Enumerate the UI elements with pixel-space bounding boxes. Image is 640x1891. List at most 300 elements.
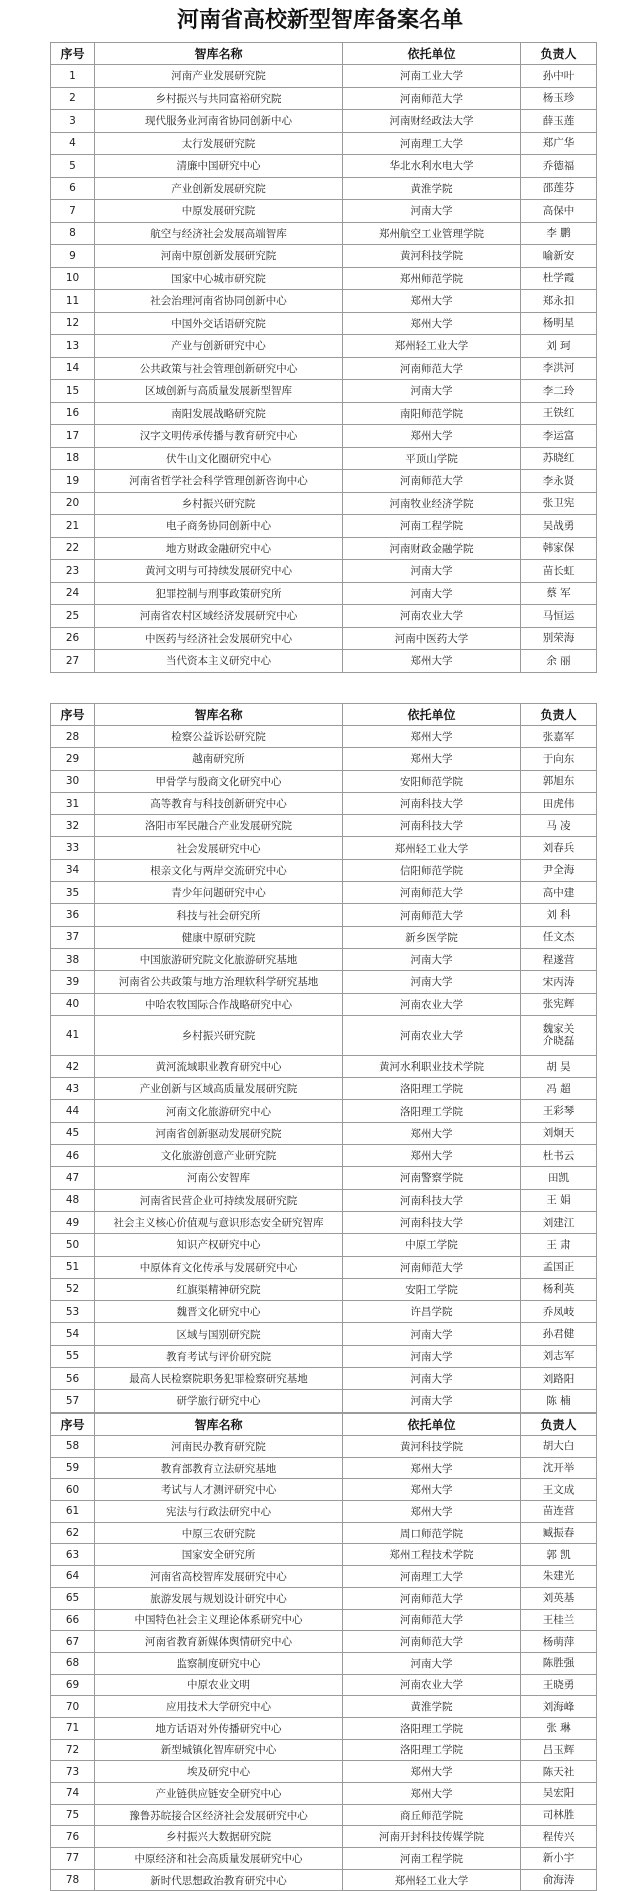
host-unit: 河南大学 [343, 560, 521, 583]
row-number: 65 [51, 1587, 95, 1609]
table-row [51, 1145, 597, 1167]
row-number: 4 [51, 132, 95, 155]
host-unit: 新乡医学院 [343, 926, 521, 948]
host-unit: 河南科技大学 [343, 1211, 521, 1233]
row-number: 76 [51, 1826, 95, 1848]
table-row [51, 859, 597, 881]
host-unit: 河南工程学院 [343, 515, 521, 538]
think-tank-name: 社会主义核心价值观与意识形态安全研究智库 [95, 1211, 343, 1233]
think-tank-name: 高等教育与科技创新研究中心 [95, 792, 343, 814]
think-tank-name: 埃及研究中心 [95, 1761, 343, 1783]
think-tank-name: 航空与经济社会发展高端智库 [95, 222, 343, 245]
think-tank-name: 教育考试与评价研究院 [95, 1345, 343, 1367]
table-row [51, 110, 597, 133]
table-row [51, 1501, 597, 1523]
host-unit: 河南大学 [343, 1368, 521, 1390]
think-tank-name: 应用技术大学研究中心 [95, 1696, 343, 1718]
header-lead: 负责人 [521, 1414, 597, 1436]
row-number: 73 [51, 1761, 95, 1783]
leader: 苗连营 [521, 1501, 597, 1523]
think-tank-name: 河南省创新驱动发展研究院 [95, 1122, 343, 1144]
row-number: 68 [51, 1652, 95, 1674]
host-unit: 河南大学 [343, 200, 521, 223]
leader: 王文成 [521, 1479, 597, 1501]
leader: 刘海峰 [521, 1696, 597, 1718]
row-number: 77 [51, 1848, 95, 1870]
host-unit: 信阳师范学院 [343, 859, 521, 881]
row-number: 15 [51, 380, 95, 403]
row-number: 36 [51, 904, 95, 926]
think-tank-name: 乡村振兴研究院 [95, 492, 343, 515]
table-section-2 [50, 703, 597, 1413]
think-tank-name: 河南中原创新发展研究院 [95, 245, 343, 268]
think-tank-name: 黄河文明与可持续发展研究中心 [95, 560, 343, 583]
leader: 新小宇 [521, 1848, 597, 1870]
host-unit: 郑州大学 [343, 1479, 521, 1501]
host-unit: 河南大学 [343, 1390, 521, 1412]
table-row [51, 726, 597, 748]
table-row [51, 582, 597, 605]
row-number: 39 [51, 971, 95, 993]
row-number: 40 [51, 993, 95, 1015]
table-row [51, 1652, 597, 1674]
think-tank-name: 黄河流域职业教育研究中心 [95, 1055, 343, 1077]
host-unit: 郑州轻工业大学 [343, 1869, 521, 1891]
host-unit: 河南大学 [343, 582, 521, 605]
table-row [51, 267, 597, 290]
host-unit: 河南财政金融学院 [343, 537, 521, 560]
table-row [51, 904, 597, 926]
leader: 王桂兰 [521, 1609, 597, 1631]
table-row [51, 65, 597, 88]
host-unit: 黄淮学院 [343, 177, 521, 200]
think-tank-name: 当代资本主义研究中心 [95, 650, 343, 673]
leader: 刘建江 [521, 1211, 597, 1233]
host-unit: 河南财经政法大学 [343, 110, 521, 133]
think-tank-name: 区域与国别研究院 [95, 1323, 343, 1345]
host-unit: 河南师范大学 [343, 87, 521, 110]
think-tank-name: 中医药与经济社会发展研究中心 [95, 627, 343, 650]
host-unit: 洛阳理工学院 [343, 1078, 521, 1100]
think-tank-name: 检察公益诉讼研究院 [95, 726, 343, 748]
row-number: 69 [51, 1674, 95, 1696]
think-tank-name: 伏牛山文化圈研究中心 [95, 447, 343, 470]
table-row [51, 1256, 597, 1278]
row-number: 57 [51, 1390, 95, 1412]
host-unit: 郑州工程技术学院 [343, 1544, 521, 1566]
host-unit: 河南大学 [343, 1345, 521, 1367]
table-row [51, 1368, 597, 1390]
host-unit: 郑州大学 [343, 312, 521, 335]
table-row [51, 132, 597, 155]
think-tank-name: 清廉中国研究中心 [95, 155, 343, 178]
host-unit: 黄河科技学院 [343, 1436, 521, 1458]
think-tank-name: 区域创新与高质量发展新型智库 [95, 380, 343, 403]
table-row [51, 650, 597, 673]
leader: 苏晓红 [521, 447, 597, 470]
think-tank-name: 健康中原研究院 [95, 926, 343, 948]
row-number: 42 [51, 1055, 95, 1077]
row-number: 25 [51, 605, 95, 628]
leader: 张 琳 [521, 1717, 597, 1739]
row-number: 78 [51, 1869, 95, 1891]
leader: 李洪河 [521, 357, 597, 380]
row-number: 9 [51, 245, 95, 268]
host-unit: 河南牧业经济学院 [343, 492, 521, 515]
row-number: 67 [51, 1631, 95, 1653]
row-number: 3 [51, 110, 95, 133]
think-tank-name: 越南研究所 [95, 748, 343, 770]
table-row [51, 1015, 597, 1055]
table-row [51, 560, 597, 583]
row-number: 11 [51, 290, 95, 313]
leader: 余 丽 [521, 650, 597, 673]
leader: 陈天社 [521, 1761, 597, 1783]
row-number: 22 [51, 537, 95, 560]
leader: 张宪辉 [521, 993, 597, 1015]
row-number: 18 [51, 447, 95, 470]
row-number: 47 [51, 1167, 95, 1189]
think-tank-name: 中国特色社会主义理论体系研究中心 [95, 1609, 343, 1631]
row-number: 59 [51, 1457, 95, 1479]
think-tank-name: 监察制度研究中心 [95, 1652, 343, 1674]
table-row [51, 290, 597, 313]
leader: 孙中叶 [521, 65, 597, 88]
think-tank-name: 地方话语对外传播研究中心 [95, 1717, 343, 1739]
table-row [51, 1479, 597, 1501]
host-unit: 河南大学 [343, 1652, 521, 1674]
table-row [51, 177, 597, 200]
leader: 张卫宪 [521, 492, 597, 515]
table-section-3 [50, 1413, 597, 1891]
header-num: 序号 [51, 43, 95, 65]
table-row [51, 1761, 597, 1783]
host-unit: 河南理工大学 [343, 132, 521, 155]
table-row [51, 1826, 597, 1848]
row-number: 6 [51, 177, 95, 200]
table-row [51, 1345, 597, 1367]
table-row [51, 357, 597, 380]
row-number: 64 [51, 1566, 95, 1588]
leader: 孟国正 [521, 1256, 597, 1278]
think-tank-name: 红旗渠精神研究院 [95, 1278, 343, 1300]
think-tank-name: 产业链供应链安全研究中心 [95, 1783, 343, 1805]
leader: 蔡 军 [521, 582, 597, 605]
think-tank-name: 国家安全研究所 [95, 1544, 343, 1566]
think-tank-name: 中原经济和社会高质量发展研究中心 [95, 1848, 343, 1870]
row-number: 56 [51, 1368, 95, 1390]
host-unit: 黄河水利职业技术学院 [343, 1055, 521, 1077]
host-unit: 河南师范大学 [343, 904, 521, 926]
row-number: 24 [51, 582, 95, 605]
think-tank-name: 科技与社会研究所 [95, 904, 343, 926]
think-tank-name: 产业创新发展研究院 [95, 177, 343, 200]
think-tank-name: 青少年问题研究中心 [95, 882, 343, 904]
row-number: 62 [51, 1522, 95, 1544]
row-number: 28 [51, 726, 95, 748]
leader: 郭旭东 [521, 770, 597, 792]
row-number: 33 [51, 837, 95, 859]
table-row [51, 470, 597, 493]
think-tank-name: 南阳发展战略研究院 [95, 402, 343, 425]
table-row [51, 1122, 597, 1144]
think-tank-name: 宪法与行政法研究中心 [95, 1501, 343, 1523]
host-unit: 河南警察学院 [343, 1167, 521, 1189]
table-row [51, 1804, 597, 1826]
host-unit: 洛阳理工学院 [343, 1100, 521, 1122]
leader: 胡大白 [521, 1436, 597, 1458]
table-row [51, 948, 597, 970]
table-row [51, 1457, 597, 1479]
table-row [51, 87, 597, 110]
think-tank-name: 研学旅行研究中心 [95, 1390, 343, 1412]
think-tank-name: 乡村振兴研究院 [95, 1015, 343, 1055]
row-number: 43 [51, 1078, 95, 1100]
host-unit: 郑州师范学院 [343, 267, 521, 290]
think-tank-name: 国家中心城市研究院 [95, 267, 343, 290]
table-row [51, 1739, 597, 1761]
leader: 臧振春 [521, 1522, 597, 1544]
host-unit: 郑州大学 [343, 290, 521, 313]
table-row [51, 605, 597, 628]
think-tank-name: 豫鲁苏皖接合区经济社会发展研究中心 [95, 1804, 343, 1826]
leader: 任文杰 [521, 926, 597, 948]
table-row [51, 1783, 597, 1805]
table-row [51, 447, 597, 470]
table-row [51, 222, 597, 245]
think-tank-name: 河南文化旅游研究中心 [95, 1100, 343, 1122]
row-number: 51 [51, 1256, 95, 1278]
think-tank-name: 社会发展研究中心 [95, 837, 343, 859]
think-tank-name: 乡村振兴与共同富裕研究院 [95, 87, 343, 110]
think-tank-name: 中原三农研究院 [95, 1522, 343, 1544]
host-unit: 郑州大学 [343, 1783, 521, 1805]
think-tank-name: 中原发展研究院 [95, 200, 343, 223]
row-number: 32 [51, 815, 95, 837]
header-num: 序号 [51, 1414, 95, 1436]
row-number: 66 [51, 1609, 95, 1631]
row-number: 70 [51, 1696, 95, 1718]
row-number: 34 [51, 859, 95, 881]
think-tank-name: 河南省高校智库发展研究中心 [95, 1566, 343, 1588]
host-unit: 南阳师范学院 [343, 402, 521, 425]
table-row [51, 1674, 597, 1696]
table-row [51, 926, 597, 948]
leader: 王铁红 [521, 402, 597, 425]
table-row [51, 155, 597, 178]
host-unit: 河南大学 [343, 380, 521, 403]
row-number: 26 [51, 627, 95, 650]
think-tank-name: 乡村振兴大数据研究院 [95, 1826, 343, 1848]
leader: 李运富 [521, 425, 597, 448]
table-row [51, 1211, 597, 1233]
host-unit: 河南师范大学 [343, 1587, 521, 1609]
host-unit: 黄淮学院 [343, 1696, 521, 1718]
row-number: 54 [51, 1323, 95, 1345]
row-number: 52 [51, 1278, 95, 1300]
leader: 王晓勇 [521, 1674, 597, 1696]
leader: 喻新安 [521, 245, 597, 268]
table-row [51, 200, 597, 223]
table-row [51, 380, 597, 403]
host-unit: 中原工学院 [343, 1234, 521, 1256]
header-lead: 负责人 [521, 704, 597, 726]
row-number: 75 [51, 1804, 95, 1826]
think-tank-name: 河南省民营企业可持续发展研究院 [95, 1189, 343, 1211]
think-tank-name: 地方财政金融研究中心 [95, 537, 343, 560]
table-row [51, 1587, 597, 1609]
leader: 刘 珂 [521, 335, 597, 358]
host-unit: 郑州大学 [343, 748, 521, 770]
host-unit: 郑州大学 [343, 1501, 521, 1523]
row-number: 29 [51, 748, 95, 770]
leader: 杨明星 [521, 312, 597, 335]
row-number: 20 [51, 492, 95, 515]
row-number: 41 [51, 1015, 95, 1055]
leader: 司林胜 [521, 1804, 597, 1826]
host-unit: 河南科技大学 [343, 815, 521, 837]
leader: 胡 昊 [521, 1055, 597, 1077]
row-number: 49 [51, 1211, 95, 1233]
leader: 郑广华 [521, 132, 597, 155]
think-tank-name: 河南省公共政策与地方治理软科学研究基地 [95, 971, 343, 993]
host-unit: 周口师范学院 [343, 1522, 521, 1544]
table-row [51, 1390, 597, 1412]
header-unit: 依托单位 [343, 704, 521, 726]
row-number: 8 [51, 222, 95, 245]
row-number: 58 [51, 1436, 95, 1458]
think-tank-name: 太行发展研究院 [95, 132, 343, 155]
row-number: 48 [51, 1189, 95, 1211]
row-number: 35 [51, 882, 95, 904]
row-number: 16 [51, 402, 95, 425]
host-unit: 郑州大学 [343, 650, 521, 673]
think-tank-name: 知识产权研究中心 [95, 1234, 343, 1256]
leader: 韩家保 [521, 537, 597, 560]
think-tank-name: 产业与创新研究中心 [95, 335, 343, 358]
leader: 郑永扣 [521, 290, 597, 313]
host-unit: 河南工程学院 [343, 1848, 521, 1870]
table-row [51, 627, 597, 650]
row-number: 44 [51, 1100, 95, 1122]
think-tank-name: 新型城镇化智库研究中心 [95, 1739, 343, 1761]
row-number: 45 [51, 1122, 95, 1144]
host-unit: 郑州大学 [343, 425, 521, 448]
leader: 薛玉莲 [521, 110, 597, 133]
table-row [51, 815, 597, 837]
think-tank-name: 洛阳市军民融合产业发展研究院 [95, 815, 343, 837]
host-unit: 许昌学院 [343, 1301, 521, 1323]
table-row [51, 792, 597, 814]
leader: 杨玉珍 [521, 87, 597, 110]
host-unit: 河南师范大学 [343, 1256, 521, 1278]
leader: 马 凌 [521, 815, 597, 837]
row-number: 60 [51, 1479, 95, 1501]
host-unit: 黄河科技学院 [343, 245, 521, 268]
leader: 高中建 [521, 882, 597, 904]
host-unit: 郑州大学 [343, 1457, 521, 1479]
think-tank-name: 犯罪控制与刑事政策研究所 [95, 582, 343, 605]
leader: 杨萌萍 [521, 1631, 597, 1653]
table-row [51, 993, 597, 1015]
row-number: 14 [51, 357, 95, 380]
think-tank-name: 考试与人才测评研究中心 [95, 1479, 343, 1501]
row-number: 37 [51, 926, 95, 948]
row-number: 53 [51, 1301, 95, 1323]
row-number: 38 [51, 948, 95, 970]
host-unit: 商丘师范学院 [343, 1804, 521, 1826]
think-tank-name: 河南民办教育研究院 [95, 1436, 343, 1458]
host-unit: 洛阳理工学院 [343, 1739, 521, 1761]
table-row [51, 1055, 597, 1077]
leader: 程传兴 [521, 1826, 597, 1848]
row-number: 27 [51, 650, 95, 673]
leader: 马恒运 [521, 605, 597, 628]
think-tank-name: 电子商务协同创新中心 [95, 515, 343, 538]
leader: 田凯 [521, 1167, 597, 1189]
leader: 魏家关 介晓磊 [521, 1015, 597, 1055]
leader: 李永贤 [521, 470, 597, 493]
table-row [51, 515, 597, 538]
table-row [51, 882, 597, 904]
table-row [51, 1278, 597, 1300]
table-row [51, 1436, 597, 1458]
leader: 刘炯天 [521, 1122, 597, 1144]
host-unit: 河南师范大学 [343, 357, 521, 380]
table-row [51, 312, 597, 335]
leader: 吴战勇 [521, 515, 597, 538]
leader: 杜书云 [521, 1145, 597, 1167]
host-unit: 洛阳理工学院 [343, 1717, 521, 1739]
host-unit: 河南农业大学 [343, 993, 521, 1015]
leader: 李 鹏 [521, 222, 597, 245]
table-row [51, 492, 597, 515]
host-unit: 河南师范大学 [343, 1631, 521, 1653]
table-row [51, 1848, 597, 1870]
table-row [51, 837, 597, 859]
row-number: 63 [51, 1544, 95, 1566]
leader: 刘路阳 [521, 1368, 597, 1390]
row-number: 21 [51, 515, 95, 538]
table-row [51, 1078, 597, 1100]
leader: 王 肃 [521, 1234, 597, 1256]
host-unit: 河南师范大学 [343, 882, 521, 904]
think-tank-name: 河南产业发展研究院 [95, 65, 343, 88]
table-row [51, 537, 597, 560]
table-row [51, 245, 597, 268]
leader: 冯 超 [521, 1078, 597, 1100]
table-row [51, 1522, 597, 1544]
host-unit: 河南大学 [343, 1323, 521, 1345]
think-tank-name: 河南省教育新媒体舆情研究中心 [95, 1631, 343, 1653]
leader: 田虎伟 [521, 792, 597, 814]
table-row [51, 1717, 597, 1739]
host-unit: 河南师范大学 [343, 1609, 521, 1631]
table-row [51, 971, 597, 993]
row-number: 31 [51, 792, 95, 814]
host-unit: 河南开封科技传媒学院 [343, 1826, 521, 1848]
leader: 王 娟 [521, 1189, 597, 1211]
leader: 高保中 [521, 200, 597, 223]
host-unit: 河南理工大学 [343, 1566, 521, 1588]
host-unit: 郑州航空工业管理学院 [343, 222, 521, 245]
host-unit: 河南科技大学 [343, 792, 521, 814]
table-row [51, 1100, 597, 1122]
host-unit: 平顶山学院 [343, 447, 521, 470]
think-tank-name: 公共政策与社会管理创新研究中心 [95, 357, 343, 380]
table-row [51, 1869, 597, 1891]
leader: 杜学霞 [521, 267, 597, 290]
